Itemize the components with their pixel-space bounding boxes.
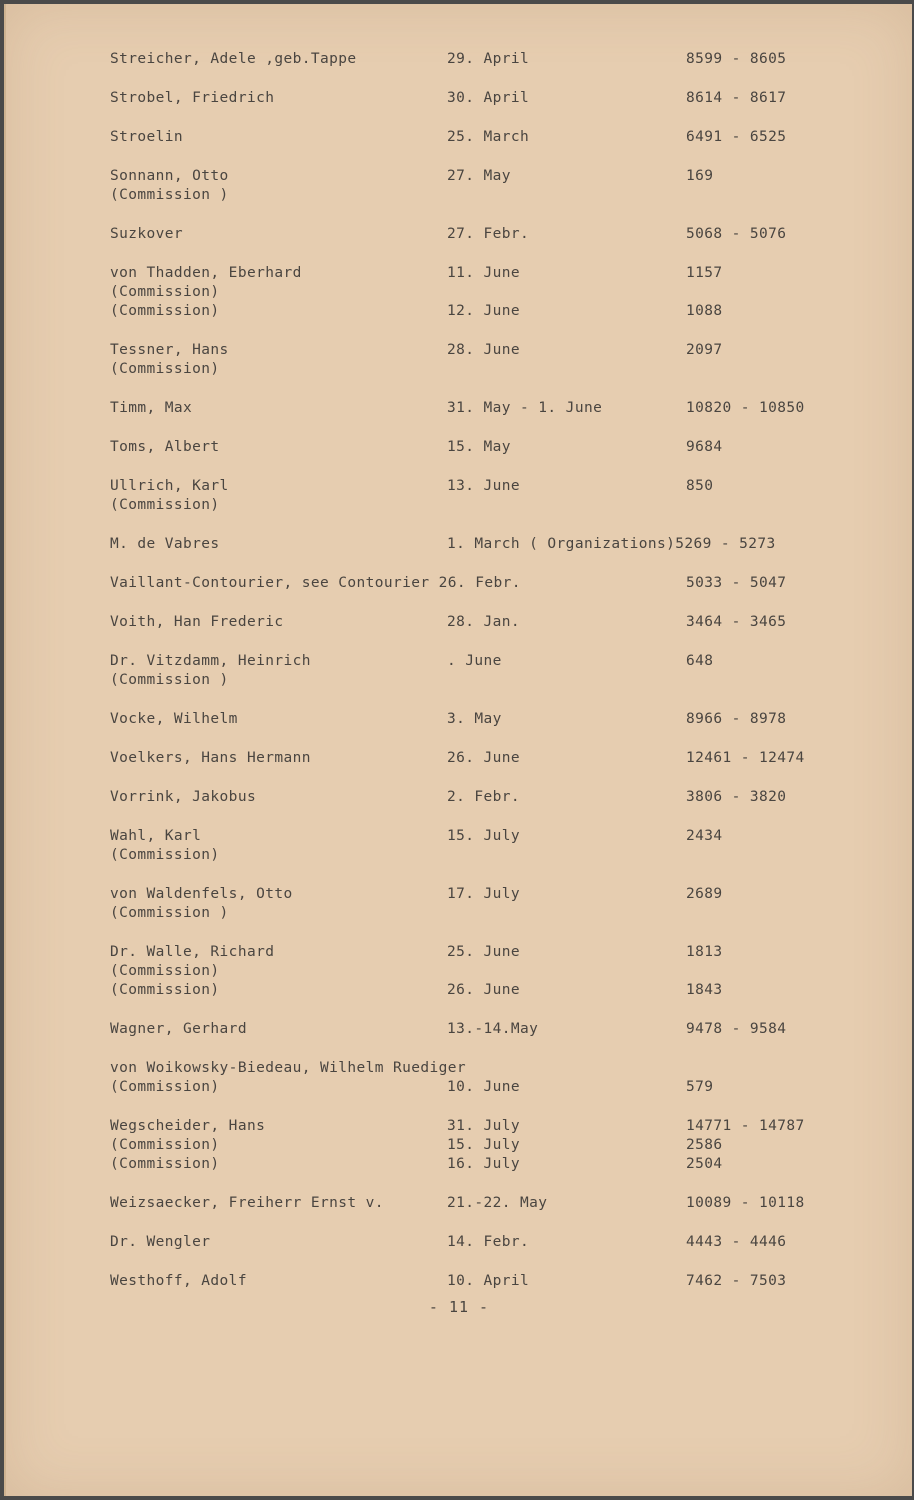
entry-line [6, 535, 912, 554]
entry-line [6, 302, 912, 321]
entry-page-range: 648 [686, 653, 714, 669]
entry-name: Streicher, Adele ,geb.Tappe [110, 51, 357, 67]
entry-name: Stroelin [110, 129, 184, 145]
entry-date: 1. March ( Organizations)5269 - 5273 [447, 536, 776, 552]
entry-date: 26. June [447, 750, 521, 766]
entry-name: Wahl, Karl [110, 828, 202, 844]
entry-line [6, 1233, 912, 1252]
entry-name: Vocke, Wilhelm [110, 711, 238, 727]
entry-line [6, 128, 912, 147]
entry-date: 3. May [447, 711, 502, 727]
entry-page-range: 1088 [686, 303, 723, 319]
entry-date: 26. June [447, 982, 521, 998]
entry-line [6, 496, 912, 515]
entry-line [6, 167, 912, 186]
entry-name: Timm, Max [110, 400, 193, 416]
entry-line [6, 846, 912, 865]
index-entry [6, 1194, 912, 1213]
entry-date: 30. April [447, 90, 530, 106]
entry-date: 12. June [447, 303, 521, 319]
entry-name: (Commission) [110, 982, 220, 998]
index-entry [6, 50, 912, 69]
entry-line [6, 613, 912, 632]
entry-date: . June [447, 653, 502, 669]
entry-date: 25. March [447, 129, 530, 145]
entry-line [6, 788, 912, 807]
entry-page-range: 8599 - 8605 [686, 51, 787, 67]
entry-page-range: 850 [686, 478, 714, 494]
index-entry [6, 225, 912, 244]
entry-page-range: 9684 [686, 439, 723, 455]
entry-date: 15. July [447, 1137, 521, 1153]
entry-date: 13. June [447, 478, 521, 494]
entry-name: Voelkers, Hans Hermann [110, 750, 311, 766]
entry-date: 16. July [447, 1156, 521, 1172]
index-entry [6, 749, 912, 768]
entry-page-range: 2689 [686, 886, 723, 902]
index-entry [6, 1117, 912, 1174]
entry-name: Dr. Wengler [110, 1234, 211, 1250]
entry-name: (Commission ) [110, 905, 229, 921]
entry-page-range: 12461 - 12474 [686, 750, 805, 766]
entry-date: 21.-22. May [447, 1195, 548, 1211]
entry-line [6, 827, 912, 846]
entry-name: Strobel, Friedrich [110, 90, 275, 106]
entry-name: Suzkover [110, 226, 184, 242]
entry-name: (Commission) [110, 847, 220, 863]
entry-name: (Commission) [110, 1079, 220, 1095]
entry-page-range: 14771 - 14787 [686, 1118, 805, 1134]
index-entry [6, 652, 912, 690]
entry-name: (Commission) [110, 1137, 220, 1153]
entry-line [6, 477, 912, 496]
entry-line [6, 904, 912, 923]
index-entry [6, 827, 912, 865]
entry-name: von Thadden, Eberhard [110, 265, 302, 281]
entry-page-range: 2097 [686, 342, 723, 358]
entry-date: 27. Febr. [447, 226, 530, 242]
entry-list [6, 50, 912, 1311]
document-page [4, 4, 912, 1496]
entry-page-range: 3806 - 3820 [686, 789, 787, 805]
entry-name: von Waldenfels, Otto [110, 886, 293, 902]
entry-page-range: 8966 - 8978 [686, 711, 787, 727]
entry-page-range: 5033 - 5047 [686, 575, 787, 591]
entry-line [6, 1020, 912, 1039]
entry-page-range: 1157 [686, 265, 723, 281]
entry-line [6, 1078, 912, 1097]
entry-line [6, 749, 912, 768]
entry-page-range: 169 [686, 168, 714, 184]
entry-line [6, 283, 912, 302]
entry-line [6, 981, 912, 1000]
entry-date: 10. June [447, 1079, 521, 1095]
entry-page-range: 9478 - 9584 [686, 1021, 787, 1037]
entry-line [6, 943, 912, 962]
entry-name: Weizsaecker, Freiherr Ernst v. [110, 1195, 384, 1211]
index-entry [6, 943, 912, 1000]
entry-line [6, 1117, 912, 1136]
entry-name: (Commission) [110, 303, 220, 319]
entry-line [6, 1155, 912, 1174]
entry-line [6, 341, 912, 360]
entry-name: M. de Vabres [110, 536, 220, 552]
index-entry [6, 535, 912, 554]
entry-line [6, 710, 912, 729]
entry-date: 15. May [447, 439, 511, 455]
entry-date: 31. May - 1. June [447, 400, 603, 416]
entry-date: 10. April [447, 1273, 530, 1289]
entry-date: 31. July [447, 1118, 521, 1134]
entry-name: Wagner, Gerhard [110, 1021, 247, 1037]
entry-line [6, 1194, 912, 1213]
entry-line [6, 885, 912, 904]
entry-name: (Commission) [110, 963, 220, 979]
entry-line [6, 1059, 912, 1078]
entry-page-range: 10089 - 10118 [686, 1195, 805, 1211]
entry-name: Toms, Albert [110, 439, 220, 455]
entry-page-range: 579 [686, 1079, 714, 1095]
index-entry [6, 1059, 912, 1097]
entry-page-range: 4443 - 4446 [686, 1234, 787, 1250]
entry-line [6, 264, 912, 283]
entry-line [6, 50, 912, 69]
index-entry [6, 710, 912, 729]
entry-page-range: 2434 [686, 828, 723, 844]
entry-name: Dr. Walle, Richard [110, 944, 275, 960]
page-number: - 11 - [428, 1298, 490, 1316]
entry-name: Dr. Vitzdamm, Heinrich [110, 653, 311, 669]
entry-line [6, 652, 912, 671]
entry-page-range: 7462 - 7503 [686, 1273, 787, 1289]
entry-date: 15. July [447, 828, 521, 844]
entry-page-range: 2504 [686, 1156, 723, 1172]
entry-date: 17. July [447, 886, 521, 902]
entry-line [6, 671, 912, 690]
index-entry [6, 477, 912, 515]
entry-name: von Woikowsky-Biedeau, Wilhelm Ruediger [110, 1060, 467, 1076]
index-entry [6, 438, 912, 457]
entry-line [6, 962, 912, 981]
index-entry [6, 788, 912, 807]
entry-line [6, 438, 912, 457]
entry-page-range: 1813 [686, 944, 723, 960]
entry-date: 28. June [447, 342, 521, 358]
entry-line [6, 1272, 912, 1291]
entry-date: 25. June [447, 944, 521, 960]
entry-name: Vorrink, Jakobus [110, 789, 257, 805]
entry-page-range: 6491 - 6525 [686, 129, 787, 145]
index-entry [6, 341, 912, 379]
index-entry [6, 885, 912, 923]
entry-name: (Commission ) [110, 672, 229, 688]
entry-name: Tessner, Hans [110, 342, 229, 358]
entry-name: (Commission ) [110, 187, 229, 203]
index-entry [6, 264, 912, 321]
entry-page-range: 10820 - 10850 [686, 400, 805, 416]
entry-page-range: 5068 - 5076 [686, 226, 787, 242]
index-entry [6, 1233, 912, 1252]
index-entry [6, 128, 912, 147]
entry-name: (Commission) [110, 497, 220, 513]
entry-date: 28. Jan. [447, 614, 521, 630]
index-entry [6, 613, 912, 632]
entry-date: 29. April [447, 51, 530, 67]
entry-line [6, 399, 912, 418]
entry-name: Westhoff, Adolf [110, 1273, 247, 1289]
entry-date: 14. Febr. [447, 1234, 530, 1250]
entry-line [6, 186, 912, 205]
index-entry [6, 89, 912, 108]
entry-line [6, 1136, 912, 1155]
entry-name: Vaillant-Contourier, see Contourier 26. Febr. [110, 575, 521, 591]
index-entry [6, 1272, 912, 1291]
entry-page-range: 2586 [686, 1137, 723, 1153]
entry-line [6, 225, 912, 244]
entry-name: (Commission) [110, 1156, 220, 1172]
entry-name: Wegscheider, Hans [110, 1118, 266, 1134]
index-entry [6, 399, 912, 418]
entry-line [6, 574, 912, 593]
entry-name: Voith, Han Frederic [110, 614, 284, 630]
entry-name: (Commission) [110, 361, 220, 377]
entry-date: 11. June [447, 265, 521, 281]
entry-date: 13.-14.May [447, 1021, 539, 1037]
entry-page-range: 3464 - 3465 [686, 614, 787, 630]
entry-page-range: 8614 - 8617 [686, 90, 787, 106]
index-entry [6, 167, 912, 205]
entry-name: Ullrich, Karl [110, 478, 229, 494]
entry-date: 27. May [447, 168, 511, 184]
entry-name: (Commission) [110, 284, 220, 300]
entry-line [6, 360, 912, 379]
index-entry [6, 574, 912, 593]
index-entry [6, 1020, 912, 1039]
entry-name: Sonnann, Otto [110, 168, 229, 184]
entry-date: 2. Febr. [447, 789, 521, 805]
entry-page-range: 1843 [686, 982, 723, 998]
entry-line [6, 89, 912, 108]
